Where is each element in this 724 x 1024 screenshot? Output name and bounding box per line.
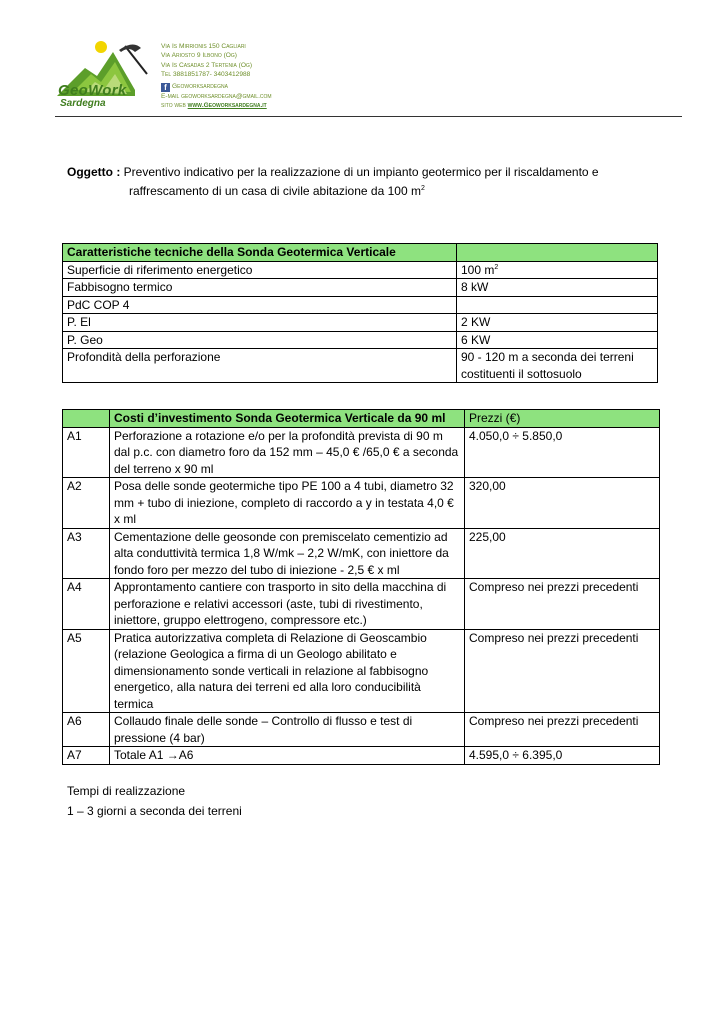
facebook-handle: Geoworksardegna xyxy=(172,83,228,91)
tech-header-value xyxy=(457,244,658,262)
tech-table-header xyxy=(63,244,658,262)
tech-value-text: 100 m xyxy=(461,262,495,277)
tech-header-title: Caratteristiche tecniche della Sonda Geotermica Verticale xyxy=(63,244,457,262)
table-row xyxy=(63,279,658,297)
cost-price: 320,00 xyxy=(465,478,660,529)
facebook-icon: f xyxy=(161,83,170,92)
table-row xyxy=(63,579,660,630)
cost-price: 4.595,0 ÷ 6.395,0 xyxy=(465,747,660,765)
phone-numbers: Tel 3881851787- 3403412988 xyxy=(161,71,251,79)
subject-sup: 2 xyxy=(420,185,425,192)
cost-desc: Perforazione a rotazione e/o per la profondità prevista di 90 m dal p.c. con diametro foro da 152 mm – 45,0 € /65,0 € a seconda del terreno x 90 ml xyxy=(110,427,465,478)
tech-value xyxy=(457,261,658,279)
logo-name: GeoWork xyxy=(58,82,127,99)
tech-value-sup: 2 xyxy=(494,263,499,271)
cost-header-price: Prezzi (€) xyxy=(465,410,660,428)
table-row xyxy=(63,349,658,383)
website-label: sito web xyxy=(161,102,186,110)
cost-desc: Collaudo finale delle sonde – Controllo di flusso e test di pressione (4 bar) xyxy=(110,713,465,747)
table-row xyxy=(63,261,658,279)
tech-label: P. Geo xyxy=(63,331,457,349)
cost-desc: Posa delle sonde geotermiche tipo PE 100 a 4 tubi, diametro 32 mm + tubo di iniezione, completo di raccordo a y in testata 4,0 € x ml xyxy=(110,478,465,529)
tech-value: 90 - 120 m a seconda dei terreni costituenti il sottosuolo xyxy=(457,349,658,383)
cost-desc: Totale A1 →A6 xyxy=(110,747,465,765)
subject-label: Oggetto : xyxy=(67,165,121,179)
table-row xyxy=(63,296,658,314)
timing-value: 1 – 3 giorni a seconda dei terreni xyxy=(67,804,242,818)
contact-block xyxy=(161,42,272,110)
website-line xyxy=(161,101,272,110)
website-link[interactable]: www.Geoworksardegna.it xyxy=(187,102,267,110)
cost-code: A1 xyxy=(63,427,110,478)
address-tertenia: Via Is Casadas 2 Tertenia (Og) xyxy=(161,61,253,69)
table-row xyxy=(63,478,660,529)
tech-label: PdC COP 4 xyxy=(63,296,457,314)
facebook-line xyxy=(161,80,272,92)
geowork-logo xyxy=(55,38,155,114)
table-row xyxy=(63,331,658,349)
tech-label: Superficie di riferimento energetico xyxy=(63,261,457,279)
table-row xyxy=(63,713,660,747)
tech-value xyxy=(457,296,658,314)
cost-price: Compreso nei prezzi precedenti xyxy=(465,579,660,630)
email-address: E-mail geoworksardegna@gmail.com xyxy=(161,92,272,100)
subject-line1: Preventivo indicativo per la realizzazione di un impianto geotermico per il riscaldamento e xyxy=(123,165,599,179)
tech-value: 6 KW xyxy=(457,331,658,349)
letterhead xyxy=(55,38,682,117)
table-row xyxy=(63,747,660,765)
cost-code: A6 xyxy=(63,713,110,747)
address-ilbono: Via Ariosto 9 Ilbono (Og) xyxy=(161,52,237,60)
table-row xyxy=(63,314,658,332)
tech-value: 2 KW xyxy=(457,314,658,332)
subject-block xyxy=(67,163,667,201)
table-row xyxy=(63,427,660,478)
cost-code: A2 xyxy=(63,478,110,529)
timing-block xyxy=(67,781,242,821)
tech-label: P. El xyxy=(63,314,457,332)
table-row xyxy=(63,629,660,713)
cost-header-desc: Costi d’investimento Sonda Geotermica Verticale da 90 ml xyxy=(110,410,465,428)
cost-price: 225,00 xyxy=(465,528,660,579)
tech-label: Fabbisogno termico xyxy=(63,279,457,297)
cost-header-code xyxy=(63,410,110,428)
cost-code: A3 xyxy=(63,528,110,579)
table-row xyxy=(63,528,660,579)
tech-value: 8 kW xyxy=(457,279,658,297)
tech-label: Profondità della perforazione xyxy=(63,349,457,383)
tech-specs-table xyxy=(62,243,658,383)
cost-desc: Pratica autorizzativa completa di Relazione di Geoscambio (relazione Geologica a firma di un Geologo abilitato e dimensionamento sonde verticali in relazione al fabbisogno energetico, alla natura dei terreni ed alla loro conducibilità termica xyxy=(110,629,465,713)
cost-table xyxy=(62,409,660,765)
cost-price: Compreso nei prezzi precedenti xyxy=(465,713,660,747)
cost-code: A5 xyxy=(63,629,110,713)
subject-line2-wrap xyxy=(67,182,667,201)
cost-price: 4.050,0 ÷ 5.850,0 xyxy=(465,427,660,478)
cost-code: A7 xyxy=(63,747,110,765)
subject-line2: raffrescamento di un casa di civile abitazione da 100 m xyxy=(129,184,421,198)
cost-code: A4 xyxy=(63,579,110,630)
timing-label: Tempi di realizzazione xyxy=(67,784,186,798)
cost-table-header xyxy=(63,410,660,428)
logo-region: Sardegna xyxy=(60,98,106,109)
cost-price: Compreso nei prezzi precedenti xyxy=(465,629,660,713)
address-cagliari: Via Is Mirrionis 150 Cagliari xyxy=(161,43,246,50)
cost-desc: Approntamento cantiere con trasporto in sito della macchina di perforazione e relativi accessori (aste, tubi di rivestimento, iniettore, gruppo elettrogeno, compressore etc.) xyxy=(110,579,465,630)
cost-desc: Cementazione delle geosonde con premiscelato cementizio ad alta conduttività termica 1,8 W/mk – 2,2 W/mK, con iniettore da fondo foro per mezzo del tubo di iniezione - 2,5 € x ml xyxy=(110,528,465,579)
